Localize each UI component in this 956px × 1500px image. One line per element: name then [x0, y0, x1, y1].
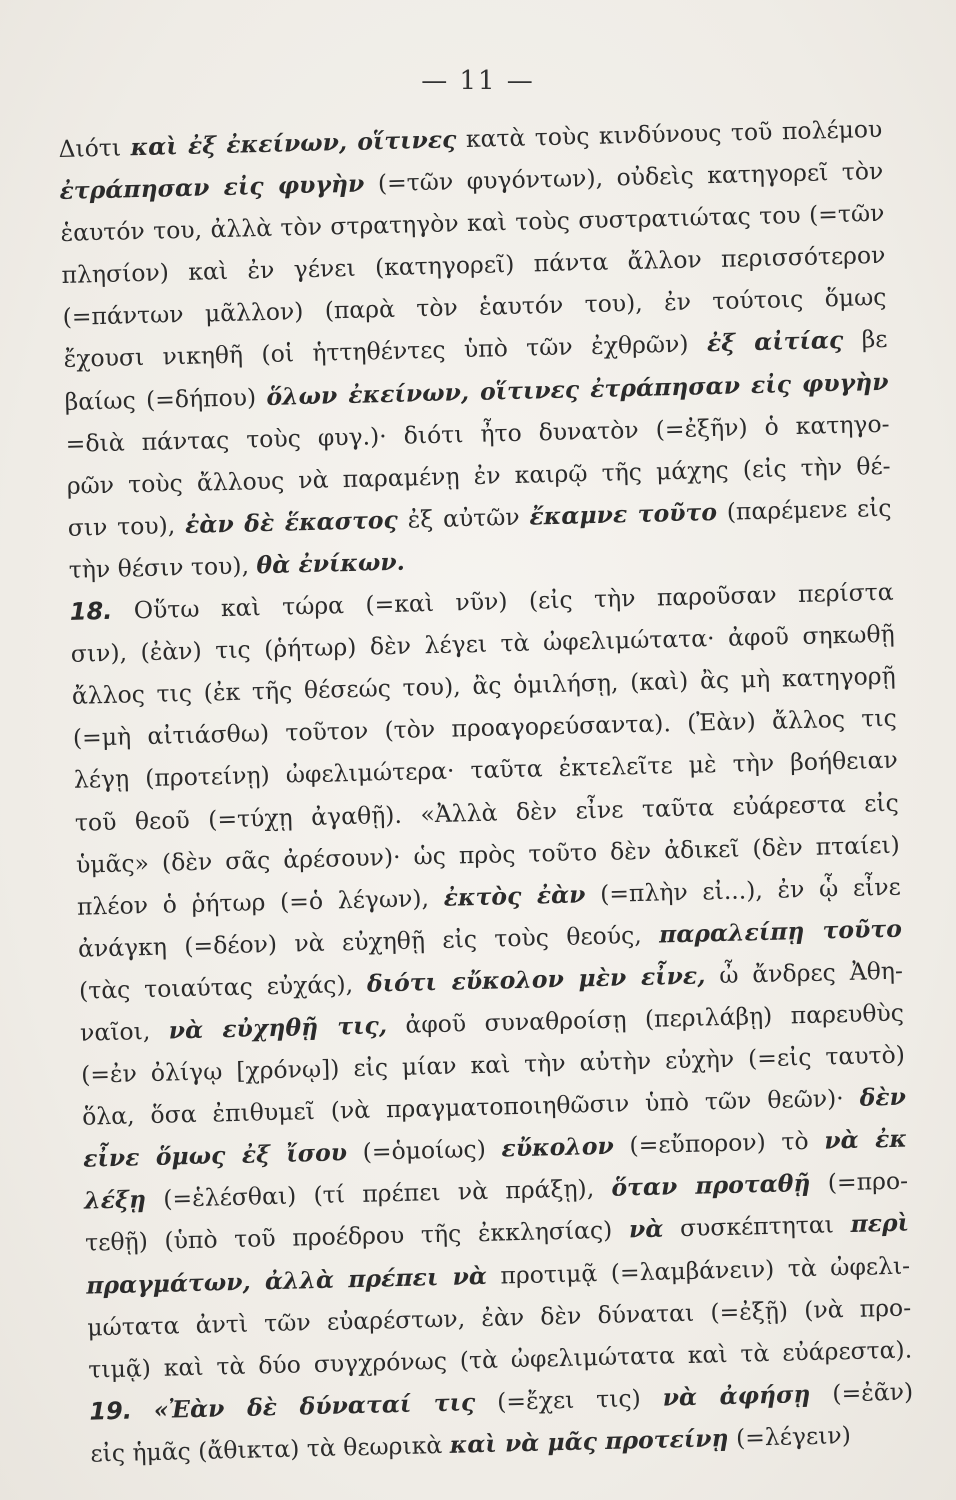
text-segment: σιν), (ἐὰν) τις (ῥήτωρ) δὲν λέγει τὰ ὠφελιμώτατα· ἀφοῦ σηκωθῇ — [70, 619, 895, 668]
emphasized-text: νὰ — [628, 1214, 664, 1244]
text-segment: ἀνάγκη (=δέον) νὰ εὐχηθῇ εἰς τοὺς θεούς, — [77, 920, 660, 963]
text-segment: ἄλλος τις (ἐκ τῆς θέσεώς του), ἂς ὁμιλήσῃ, (καὶ) ἂς μὴ κατηγορῇ — [71, 661, 896, 711]
text-segment: =διὰ πάντας τοὺς φυγ.)· διότι ἦτο δυνατὸν (=ἐξῆν) ὁ κατηγο- — [65, 409, 890, 458]
emphasized-text: καὶ νὰ μᾶς προτείνῃ — [449, 1423, 729, 1459]
text-segment: βε — [842, 325, 888, 355]
text-segment: (=ἑλέσθαι) (τί πρέπει νὰ πράξῃ), — [145, 1174, 612, 1214]
emphasized-text: εἶνε ὅμως ἐξ ἴσου — [82, 1138, 348, 1173]
emphasized-text: νὰ ἐκ — [823, 1124, 908, 1155]
text-segment: ὦ ἄνδρες Ἀθη- — [704, 956, 904, 990]
text-segment: ρῶν τοὺς ἄλλους νὰ παραμένῃ ἐν καιρῷ τῆς μάχης (εἰς τὴν θέ- — [66, 451, 891, 500]
emphasized-text: διότι εὔκολον μὲν εἶνε, — [366, 961, 706, 998]
text-segment: (παρέμενε εἰς — [716, 493, 892, 526]
emphasized-text: πραγμάτων, ἀλλὰ πρέπει νὰ — [85, 1261, 488, 1300]
emphasized-text: δὲν — [859, 1082, 907, 1112]
text-segment: εἰς ἡμᾶς (ἄθικτα) τὰ θεωρικὰ — [90, 1430, 450, 1468]
emphasized-text: ὅλων ἐκείνων, οἵτινες ἐτράπησαν εἰς φυγὴν — [266, 367, 889, 411]
text-segment: (=εὔπορον) τὸ — [613, 1126, 825, 1160]
text-segment: συσκέπτηται — [663, 1210, 851, 1243]
text-segment: τεθῇ) (ὑπὸ τοῦ προέδρου τῆς ἐκκλησίας) — [84, 1215, 630, 1258]
text-segment: ἑαυτόν του, ἀλλὰ τὸν στρατηγὸν καὶ τοὺς συστρατιώτας του (=τῶν — [60, 199, 885, 248]
text-segment: μώτατα ἀντὶ τῶν εὐαρέστων, ἐὰν δὲν δύναται (=ἐξῇ) (νὰ προ- — [86, 1293, 912, 1342]
emphasized-text: νὰ ἀφήσῃ — [662, 1379, 811, 1412]
text-segment: βαίως (=δήπου) — [64, 382, 267, 416]
paragraph-number: 19. — [89, 1396, 133, 1426]
text-segment: (=ἔχει τις) — [474, 1383, 663, 1416]
text-segment: ἔχουσι νικηθῆ (οἱ ἡττηθέντες ὑπὸ τῶν ἐχθρῶν) — [63, 329, 708, 374]
emphasized-text: εὔκολον — [501, 1131, 615, 1163]
text-segment: (=τῶν φυγόντων), οὐδεὶς κατηγορεῖ τὸν — [363, 156, 884, 198]
page-number: — 11 — — [421, 66, 535, 96]
text-segment: (=λέγειν) — [728, 1420, 852, 1452]
text-segment: προτιμᾷ (=λαμβάνειν) τὰ ὠφελι- — [486, 1251, 911, 1290]
paragraph-number: 18. — [69, 596, 113, 626]
emphasized-text: ἔκαμνε τοῦτο — [529, 497, 718, 531]
text-segment: λέγῃ (προτείνῃ) ὠφελιμώτερα· ταῦτα ἐκτελεῖτε μὲ τὴν βοήθειαν — [73, 746, 899, 795]
text-segment: (τὰς τοιαύτας εὐχάς), — [78, 969, 368, 1005]
text-segment: ὅλα, ὅσα ἐπιθυμεῖ (νὰ πραγματοποιηθῶσιν ὑπὸ τῶν θεῶν)· — [81, 1083, 861, 1131]
emphasized-text: ἐκτὸς ἐὰν — [443, 880, 586, 912]
text-segment: ὑμᾶς» (δὲν σᾶς ἀρέσουν)· ὡς πρὸς τοῦτο δὲν ἀδικεῖ (δὲν πταίει) — [75, 830, 901, 879]
text-segment: Διότι — [58, 133, 131, 163]
emphasized-text: λέξῃ — [83, 1185, 147, 1216]
text-segment: ἐξ αὐτῶν — [397, 502, 530, 534]
emphasized-text: νὰ εὐχηθῇ τις, — [168, 1011, 388, 1045]
emphasized-text: καὶ ἐξ ἐκείνων, οἵτινες — [130, 125, 457, 162]
text-segment: ἀφοῦ συναθροίσῃ (περιλάβῃ) παρευθὺς — [386, 998, 905, 1040]
emphasized-text: ὅταν προταθῇ — [611, 1169, 811, 1203]
text-segment: σιν του), — [67, 510, 186, 542]
emphasized-text: παραλείπῃ τοῦτο — [658, 914, 903, 949]
text-segment: (=προ- — [810, 1166, 909, 1198]
text-segment: τιμᾷ) καὶ τὰ δύο συγχρόνως (τὰ ὠφελιμώτατα καὶ τὰ εὐάρεστα). — [87, 1335, 913, 1384]
emphasized-text: ἐξ αἰτίας — [706, 326, 844, 358]
emphasized-text: ἐὰν δὲ ἕκαστος — [184, 505, 399, 539]
text-segment: (=ἐν ὀλίγῳ [χρόνῳ]) εἰς μίαν καὶ τὴν αὐτὴν εὐχὴν (=εἰς ταυτὸ) — [80, 1040, 906, 1089]
text-segment: (=πάντων μᾶλλον) (παρὰ τὸν ἑαυτόν του), ἐν τούτοις ὅμως — [62, 283, 887, 332]
text-segment: τοῦ θεοῦ (=τύχῃ ἀγαθῇ). «Ἀλλὰ δὲν εἶνε ταῦτα εὐάρεστα εἰς — [74, 788, 900, 837]
text-segment: ναῖοι, — [79, 1016, 170, 1047]
text-segment: πλησίον) καὶ ἐν γένει (κατηγορεῖ) πάντα ἄλλον περισσότερον — [61, 241, 886, 290]
text-segment: Οὕτω καὶ τώρα (=καὶ νῦν) (εἰς τὴν παροῦσαν περίστα — [111, 577, 894, 625]
text-segment: πλέον ὁ ῥήτωρ (=ὁ λέγων), — [76, 883, 444, 921]
text-segment: τὴν θέσιν του), — [68, 551, 257, 584]
emphasized-text: θὰ ἐνίκων. — [256, 547, 406, 580]
text-segment: (=ὁμοίως) — [346, 1134, 502, 1167]
emphasized-text: «Ἐὰν δὲ δύναταί τις — [153, 1388, 476, 1424]
text-segment — [132, 1396, 155, 1425]
text-segment: κατὰ τοὺς κινδύνους τοῦ πολέμου — [456, 114, 883, 154]
text-segment: (=πλὴν εἰ...), ἐν ᾧ εἶνε — [585, 872, 902, 909]
text-body — [58, 108, 915, 1475]
emphasized-text: ἐτράπησαν εἰς φυγὴν — [59, 169, 365, 206]
text-segment: (=ἐᾶν) — [810, 1377, 914, 1408]
text-segment: (=μὴ αἰτιάσθω) τοῦτον (τὸν προαγορεύσαντα). (Ἐὰν) ἄλλος τις — [72, 704, 898, 753]
emphasized-text: περὶ — [850, 1208, 910, 1239]
